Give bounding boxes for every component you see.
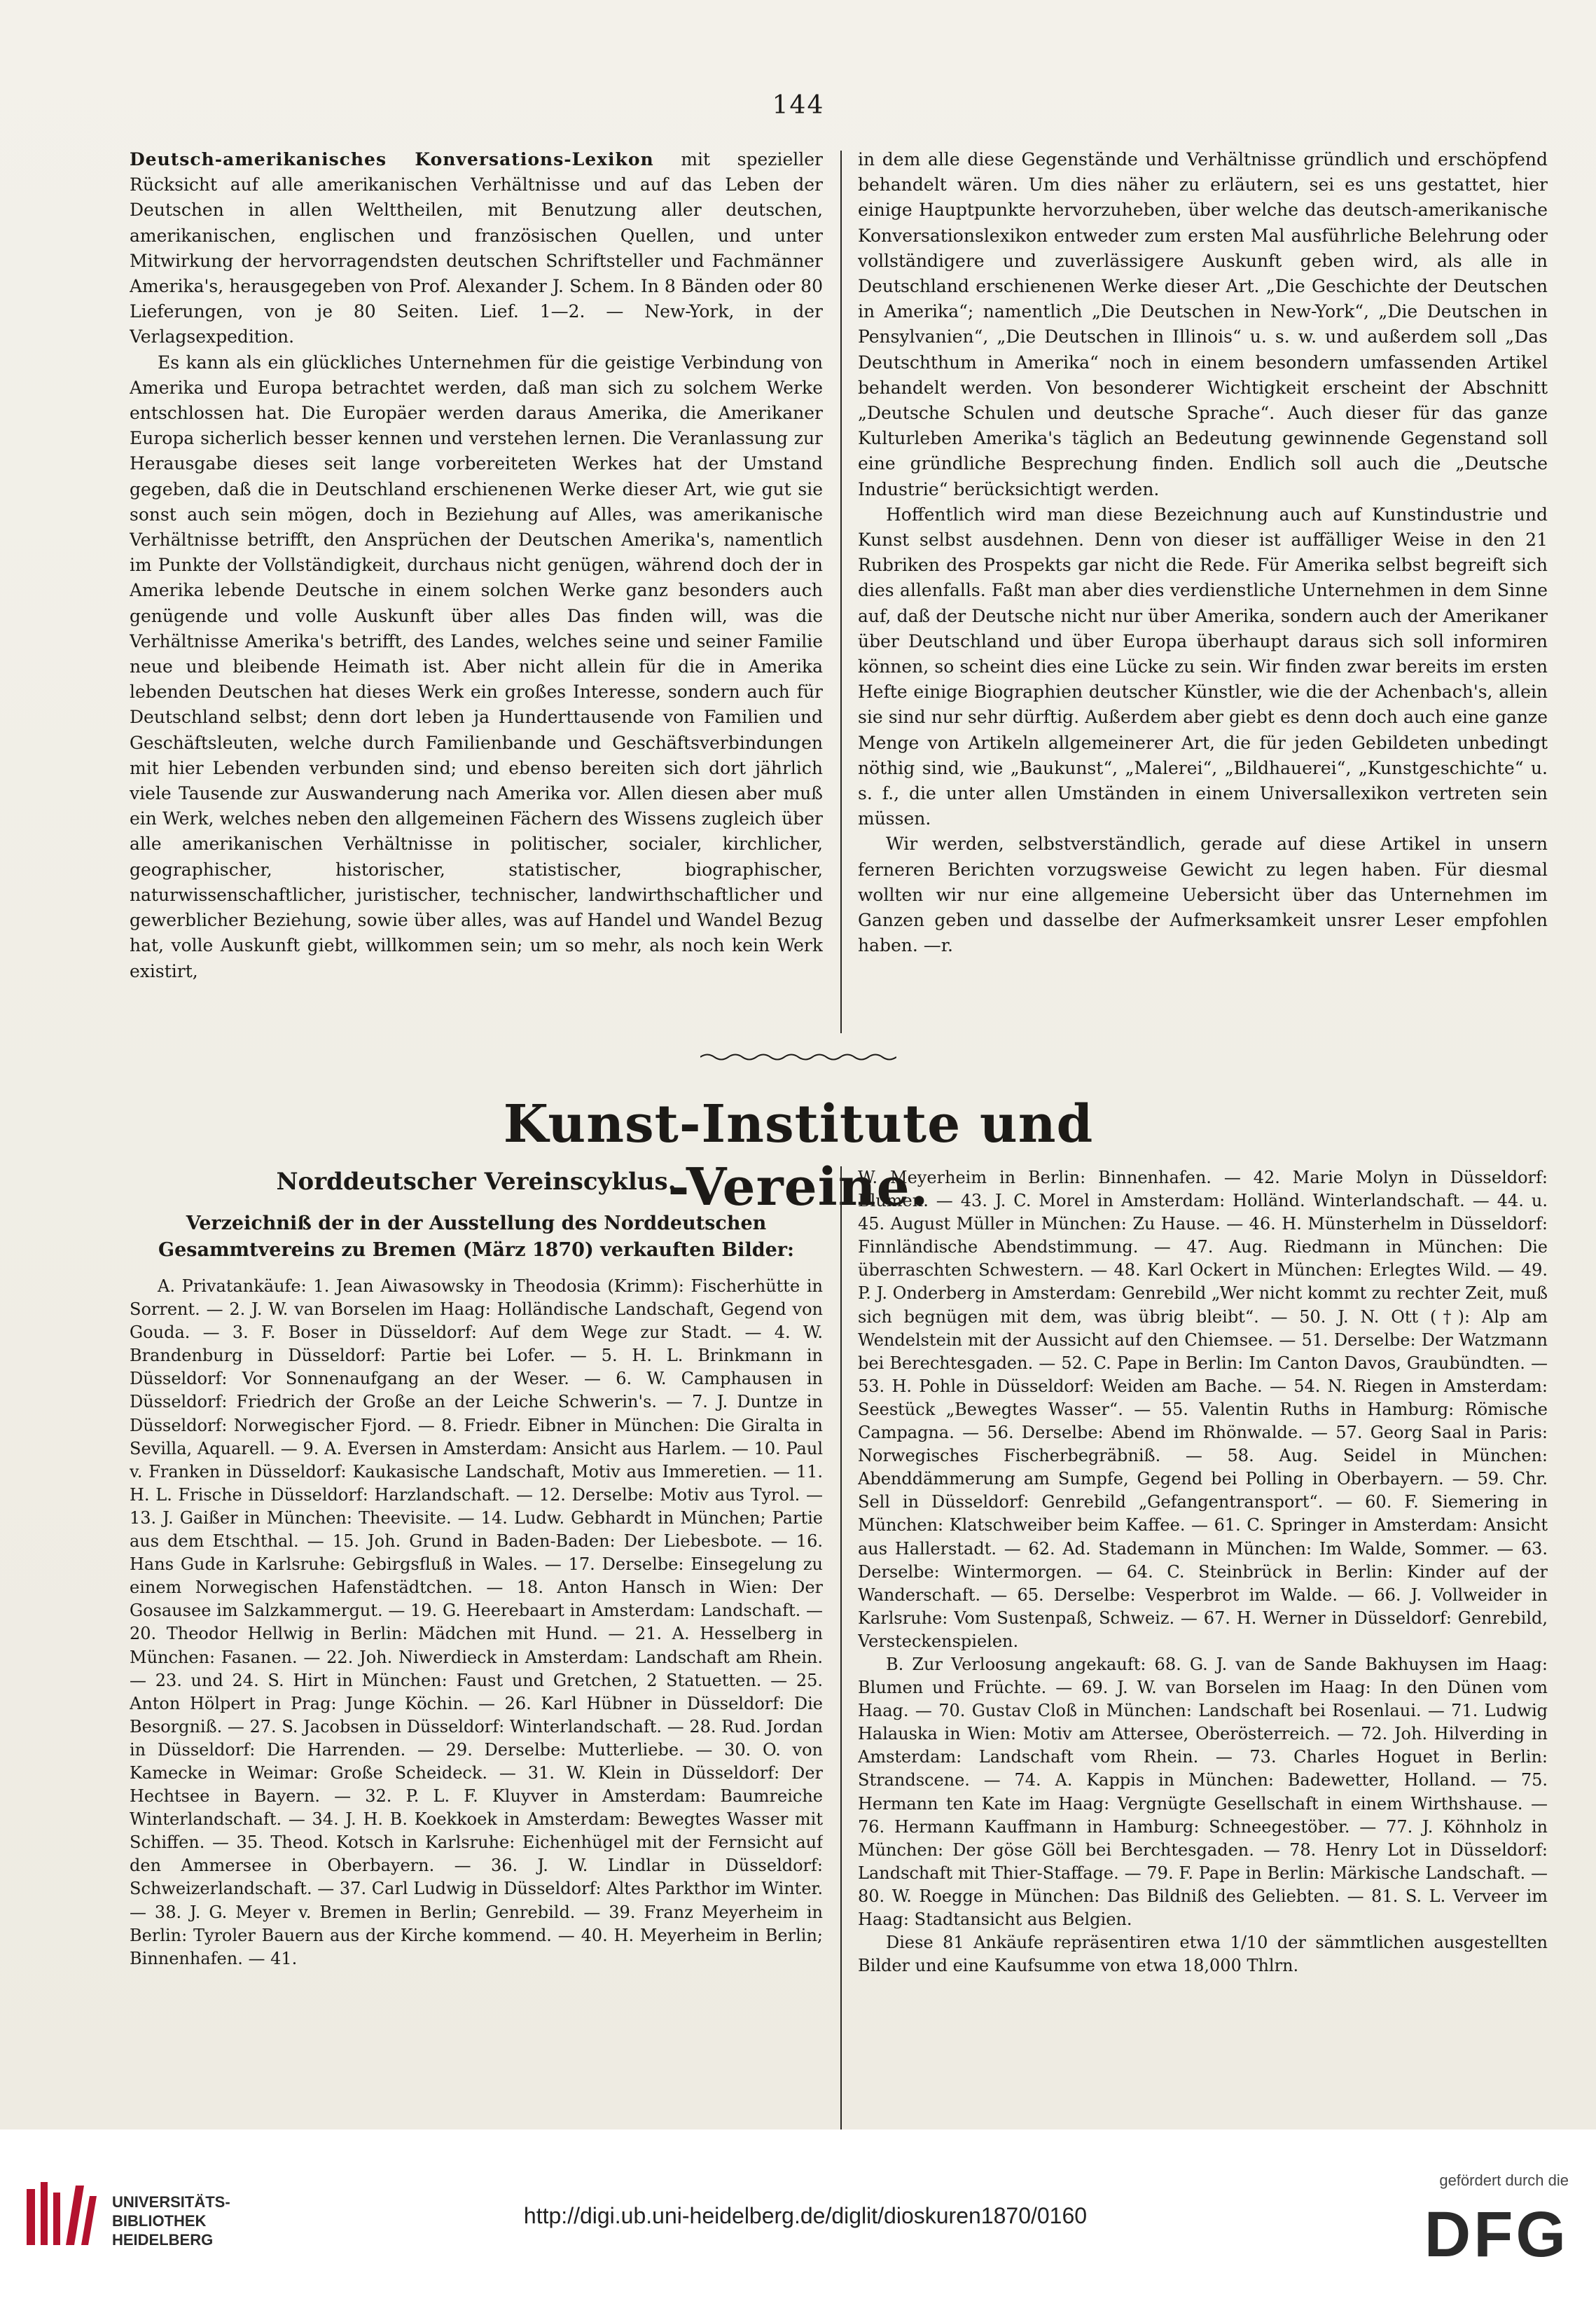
sales-list-column-right — [858, 1166, 1548, 2235]
column-divider-bottom — [840, 1166, 842, 2231]
subsection-title: Norddeutscher Vereinscyklus. — [276, 1168, 676, 1196]
review-kunstindustrie-paragraph: Hoffentlich wird man diese Bezeichnung auch auf Kunstindustrie und Kunst selbst ausdehnen. Denn von dieser ist auffälliger Weise in den 21 Rubriken des Prospekts gar nicht die Rede. Für Amerika selbst begreift sich dies allenfalls. Faßt man aber dies verdienstliche Unternehmen in dem Sinne auf, daß der Deutsche nicht nur über Amerika, sondern auch der Amerikaner über Deutschland und über Europa überhaupt daraus sich soll informiren können, so scheint dies eine Lücke zu sein. Wir finden zwar bereits im ersten Hefte einige Biographien deutscher Künstler, wie die der Achenbach's, allein sie sind nur sehr dürftig. Außerdem aber giebt es denn doch auch eine ganze Menge von Artikeln allgemeinerer Art, die für jeden Gebildeten unbedingt nöthig sind, wie „Baukunst“, „Malerei“, „Bildhauerei“, „Kunstgeschichte“ u. s. f., die unter allen Umständen in einem Universallexikon vertreten sein müssen. — [858, 504, 1548, 829]
column-divider-top — [840, 151, 842, 1033]
sales-list-column-left — [130, 1275, 823, 2235]
library-name-line: BIBLIOTHEK — [112, 2212, 207, 2230]
review-column-right — [858, 147, 1548, 1037]
library-name-line: UNIVERSITÄTS- — [112, 2193, 230, 2211]
list-title: Verzeichniß der in der Ausstellung des Norddeutschen Gesammtvereins zu Bremen (März 1870) verkauften Bilder: — [158, 1213, 794, 1261]
review-closing-paragraph: Wir werden, selbstverständlich, gerade auf diese Artikel in unsern ferneren Berichten vorzugsweise Gewicht zu legen haben. Für diesmal wollten wir nur eine allgemeine Uebersicht über das Unternehmen im Ganzen geben und dasselbe der Aufmerksamkeit unsrer Leser empfohlen haben. —r. — [858, 834, 1548, 956]
review-heading-paragraph — [130, 147, 823, 350]
review-column-left — [130, 147, 823, 1037]
sales-list-summary: Diese 81 Ankäufe repräsentiren etwa 1/10 der sämmtlichen ausgestellten Bilder und eine Kaufsumme von etwa 18,000 Thlrn. — [858, 1933, 1548, 1976]
review-body-paragraph: Es kann als ein glückliches Unternehmen für die geistige Verbindung von Amerika und Europa betrachtet werden, daß man sich zu solchem Werke entschlossen hat. Die Europäer werden daraus Amerika, die Amerikaner Europa sicherlich besser kennen und verstehen lernen. Die Veranlassung zur Herausgabe dieses seit lange vorbereiteten Werkes hat der Umstand gegeben, daß die in Deutschland erschienenen Werke dieser Art, wie gut sie sonst auch sein mögen, doch in Beziehung auf Alles, was amerikanische Verhältnisse betrifft, den Ansprüchen der Deutschen Amerika's, namentlich im Punkte der Vollständigkeit, durchaus nicht genügen, während doch der in Amerika lebende Deutsche in einem solchen Werke ganz besonders auch genügende und volle Auskunft über alles Das finden will, was die Verhältnisse Amerika's betrifft, des Landes, welches seine und seiner Familie neue und bleibende Heimath ist. Aber nicht allein für die in Amerika lebenden Deutschen hat dieses Werk ein großes Interesse, sondern auch für Deutschland selbst; denn dort leben ja Hunderttausende von Familien und Geschäftsleuten, welche durch Familienbande und Geschäftsverbindungen mit hier Lebenden verbunden sind; und ebenso bereiten sich dort jährlich viele Tausende zur Auswanderung nach Amerika vor. Allen diesen aber muß ein Werk, welches neben den allgemeinen Fächern des Wissens zugleich über alle amerikanischen Verhältnisse in politischer, socialer, kirchlicher, geographischer, historischer, statistischer, biographischer, naturwissenschaftlicher, juristischer, technischer, landwirthschaftlicher und gewerblicher Beziehung, sowie über alles, was auf Handel und Wandel Bezug hat, volle Auskunft giebt, willkommen sein; um so mehr, als noch kein Werk existirt, — [130, 352, 823, 981]
sales-list-continuation: W. Meyerheim in Berlin: Binnenhafen. — 42. Marie Molyn in Düsseldorf: Blumen. — 43. J. C. Morel in Amsterdam: Holländ. Winterlandschaft. — 44. u. 45. August Müller in München: Zu Hause. — 46. H. Münsterhelm in Düsseldorf: Finnländische Abendstimmung. — 47. Aug. Riedmann in München: Die überraschten Schwestern. — 48. Karl Ockert in München: Erlegtes Wild. — 49. P. J. Onderberg in Amsterdam: Genrebild „Wer nicht kommt zu rechter Zeit, muß sich begnügen mit dem, was übrig bleibt“. — 50. J. N. Ott (†): Alp am Wendelstein mit der Aussicht auf den Chiemsee. — 51. Derselbe: Der Watzmann bei Berechtesgaden. — 52. C. Pape in Berlin: Im Canton Davos, Graubündten. — 53. H. Pohle in Düsseldorf: Weiden am Bache. — 54. N. Riegen in Amsterdam: Seestück „Bewegtes Wasser“. — 55. Valentin Ruths in Hamburg: Römische Campagna. — 56. Derselbe: Abend im Rhönwalde. — 57. Georg Saal in Paris: Norwegisches Fischerbegräbniß. — 58. Aug. Seidel in München: Abenddämmerung am Sumpfe, Gegend bei Polling in Oberbayern. — 59. Chr. Sell in Düsseldorf: Genrebild „Gefangentransport“. — 60. F. Siemering in München: Klatschweiber beim Kaffee. — 61. C. Springer in Amsterdam: Ansicht aus Hallerstadt. — 62. Ad. Stademann in München: Im Walde, Sommer. — 63. Derselbe: Wintermorgen. — 64. C. Steinbrück in Berlin: Kinder auf der Wanderschaft. — 65. Derselbe: Vesperbrot im Walde. — 66. J. Vollweider in Karlsruhe: Vom Sustenpaß, Schweiz. — 67. H. Werner in Düsseldorf: Genrebild, Versteckenspielen. — [858, 1168, 1548, 1651]
section-title: Kunst-Institute und -Vereine. — [503, 1094, 1094, 1217]
sales-list-private-purchases: A. Privatankäufe: 1. Jean Aiwasowsky in Theodosia (Krimm): Fischerhütte in Sorrent. — 2. J. W. van Borselen im Haag: Holländische Landschaft, Gegend von Gouda. — 3. F. Boser in Düsseldorf: Auf dem Wege zur Stadt. — 4. W. Brandenburg in Düsseldorf: Partie bei Lofer. — 5. H. L. Brinkmann in Düsseldorf: Vor Sonnenaufgang an der Weser. — 6. W. Camphausen in Düsseldorf: Friedrich der Große an der Leiche Schwerin's. — 7. J. Duntze in Düsseldorf: Norwegischer Fjord. — 8. Friedr. Eibner in München: Die Giralta in Sevilla, Aquarell. — 9. A. Eversen in Amsterdam: Ansicht aus Harlem. — 10. Paul v. Franken in Düsseldorf: Kaukasische Landschaft, Motiv aus Immeretien. — 11. H. L. Frische in Düsseldorf: Harzlandschaft. — 12. Derselbe: Motiv aus Tyrol. — 13. J. Gaißer in München: Theevisite. — 14. Ludw. Gebhardt in München; Partie aus dem Etschthal. — 15. Joh. Grund in Baden-Baden: Der Liebesbote. — 16. Hans Gude in Karlsruhe: Gebirgsfluß in Wales. — 17. Derselbe: Einsegelung zu einem Norwegischen Hafenstädtchen. — 18. Anton Hansch in Wien: Der Gosausee im Salzkammergut. — 19. G. Heerebaart in Amsterdam: Landschaft. — 20. Theodor Hellwig in Berlin: Mädchen mit Hund. — 21. A. Hesselberg in München: Fasanen. — 22. Joh. Niwerdieck in Amsterdam: Landschaft am Rhein. — 23. und 24. S. Hirt in München: Faust und Gretchen, 2 Statuetten. — 25. Anton Hölpert in Prag: Junge Köchin. — 26. Karl Hübner in Düsseldorf: Die Besorgniß. — 27. S. Jacobsen in Düsseldorf: Winterlandschaft. — 28. Rud. Jordan in Düsseldorf: Die Harrenden. — 29. Derselbe: Mutterliebe. — 30. O. von Kamecke in Weimar: Große Scheideck. — 31. W. Klein in Düsseldorf: Der Hechtsee in Bayern. — 32. P. L. F. Kluyver in Amsterdam: Baumreiche Winterlandschaft. — 34. J. H. B. Koekkoek in Amsterdam: Bewegtes Wasser mit Schiffen. — 35. Theod. Kotsch in Karlsruhe: Eichenhügel mit der Fernsicht auf den Ammersee in Oberbayern. — 36. J. W. Lindlar in Düsseldorf: Schweizerlandschaft. — 37. Carl Ludwig in Düsseldorf: Altes Parkthor im Winter. — 38. J. G. Meyer v. Bremen in Berlin; Genrebild. — 39. Franz Meyerheim in Berlin: Tyroler Bauern aus der Kirche kommend. — 40. H. Meyerheim in Berlin; Binnenhafen. — 41. — [130, 1276, 823, 1968]
heidelberg-library-logo-icon — [20, 2175, 104, 2259]
library-name — [112, 2193, 230, 2249]
review-book-title: Deutsch-amerikanisches Konversations-Lexikon — [130, 149, 654, 170]
funded-by-label: gefördert durch die — [1439, 2172, 1569, 2189]
review-continuation-paragraph: in dem alle diese Gegenstände und Verhältnisse gründlich und erschöpfend behandelt wären. Um dies näher zu erläutern, sei es uns gestattet, hier einige Hauptpunkte hervorzuheben, über welche das deutsch-amerikanische Konversationslexikon entweder zum ersten Mal ausführliche Belehrung oder vollständigere und zuverlässigere Auskunft geben wird, als alle in Deutschland erschienenen Werke dieser Art. „Die Geschichte der Deutschen in Amerika“; namentlich „Die Deutschen in New-York“, „Die Deutschen in Pensylvanien“, „Die Deutschen in Illinois“ u. s. w. und außerdem soll „Das Deutschthum in Amerika“ noch in einem besondern umfassenden Artikel behandelt werden. Von besonderer Wichtigkeit erscheint der Abschnitt „Deutsche Schulen und deutsche Sprache“. Auch dieser für das ganze Kulturleben Amerika's täglich an Bedeutung gewinnende Gegenstand soll eine gründliche Besprechung finden. Endlich soll auch die „Deutsche Industrie“ berücksichtigt werden. — [858, 149, 1548, 499]
library-name-line: HEIDELBERG — [112, 2231, 214, 2249]
page-number: 144 — [772, 91, 825, 120]
dfg-logo: DFG — [1424, 2199, 1569, 2270]
digitization-url[interactable]: http://digi.ub.uni-heidelberg.de/diglit/dioskuren1870/0160 — [523, 2203, 1088, 2228]
review-book-details: mit spezieller Rücksicht auf alle amerikanischen Verhältnisse und auf das Leben der Deutschen in allen Welttheilen, mit Benutzung aller deutschen, amerikanischen, englischen und französischen Quellen, und unter Mitwirkung der hervorragendsten deutschen Schriftsteller und Fachmänner Amerika's, herausgegeben von Prof. Alexander J. Schem. In 8 Bänden oder 80 Lieferungen, von je 80 Seiten. Lief. 1—2. — New-York, in der Verlagsexpedition. — [130, 149, 823, 347]
sales-list-lottery-purchases: B. Zur Verloosung angekauft: 68. G. J. van de Sande Bakhuysen im Haag: Blumen und Früchte. — 69. J. W. van Borselen im Haag: In den Dünen vom Haag. — 70. Gustav Cloß in München: Landschaft bei Rosenlaui. — 71. Ludwig Halauska in Wien: Motiv am Attersee, Oberösterreich. — 72. Joh. Hilverding in Amsterdam: Landschaft vom Rhein. — 73. Charles Hoguet in Berlin: Strandscene. — 74. A. Kappis in München: Badewetter, Holland. — 75. Hermann ten Kate im Haag: Vergnügte Gesellschaft in einem Wirthshause. — 76. Hermann Kauffmann in Hamburg: Schneegestöber. — 77. J. Köhnholz in München: Der göse Göll bei Berchtesgaden. — 78. Henry Lot in Düsseldorf: Landschaft mit Thier-Staffage. — 79. F. Pape in Berlin: Märkische Landschaft. — 80. W. Roegge in München: Das Bildniß des Geliebten. — 81. S. L. Verveer im Haag: Stadtansicht aus Belgien. — [858, 1654, 1548, 1929]
ornament-divider-icon — [700, 1051, 896, 1063]
